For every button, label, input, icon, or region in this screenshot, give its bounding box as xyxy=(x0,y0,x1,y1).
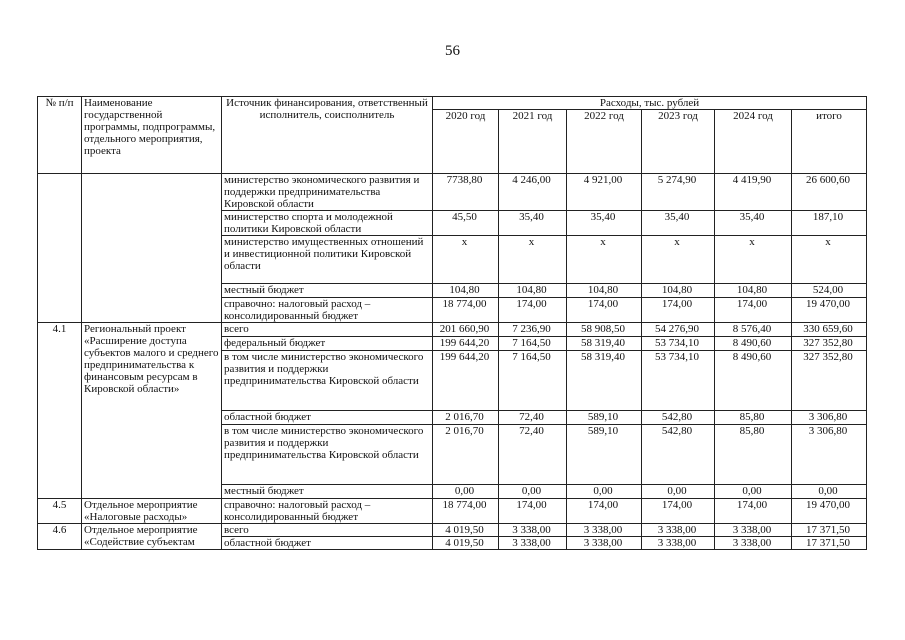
row-name xyxy=(82,174,222,323)
cell-value: x xyxy=(642,236,715,284)
row-source: областной бюджет xyxy=(222,537,433,550)
cell-value: 3 338,00 xyxy=(715,524,792,537)
cell-value: 199 644,20 xyxy=(433,337,499,351)
cell-value: 542,80 xyxy=(642,425,715,485)
cell-value: 8 576,40 xyxy=(715,323,792,337)
cell-value: 72,40 xyxy=(499,411,567,425)
cell-value: 54 276,90 xyxy=(642,323,715,337)
cell-value: 174,00 xyxy=(567,298,642,323)
cell-value: 3 338,00 xyxy=(499,524,567,537)
cell-value: 174,00 xyxy=(715,298,792,323)
cell-value: x xyxy=(433,236,499,284)
cell-value: 104,80 xyxy=(715,284,792,298)
row-source: федеральный бюджет xyxy=(222,337,433,351)
cell-value: 35,40 xyxy=(499,211,567,236)
cell-value: 3 306,80 xyxy=(792,411,867,425)
row-source: всего xyxy=(222,524,433,537)
cell-value: 4 921,00 xyxy=(567,174,642,211)
cell-value: 72,40 xyxy=(499,425,567,485)
cell-value: 53 734,10 xyxy=(642,351,715,411)
cell-value: 3 338,00 xyxy=(642,537,715,550)
cell-value: 18 774,00 xyxy=(433,499,499,524)
page-number: 56 xyxy=(445,43,460,59)
cell-value: 53 734,10 xyxy=(642,337,715,351)
cell-value: 327 352,80 xyxy=(792,351,867,411)
cell-value: 7 164,50 xyxy=(499,337,567,351)
cell-value: 8 490,60 xyxy=(715,351,792,411)
row-number: 4.1 xyxy=(38,323,82,499)
row-source: в том числе министерство экономического развития и поддержки предпринимательства Кировской области xyxy=(222,425,433,485)
row-number: 4.6 xyxy=(38,524,82,550)
cell-value: 3 338,00 xyxy=(499,537,567,550)
cell-value: 58 908,50 xyxy=(567,323,642,337)
cell-value: 85,80 xyxy=(715,411,792,425)
row-source: министерство экономического развития и поддержки предпринимательства Кировской области xyxy=(222,174,433,211)
row-name: Отдельное мероприятие «Налоговые расходы» xyxy=(82,499,222,524)
cell-value: 58 319,40 xyxy=(567,351,642,411)
cell-value: 589,10 xyxy=(567,425,642,485)
cell-value: 104,80 xyxy=(499,284,567,298)
row-name: Региональный проект «Расширение доступа субъектов малого и среднего предпринимательства к финансовым ресурсам в Кировской области» xyxy=(82,323,222,499)
cell-value: 3 338,00 xyxy=(567,537,642,550)
header-expenses: Расходы, тыс. рублей xyxy=(433,97,867,110)
cell-value: 0,00 xyxy=(433,485,499,499)
cell-value: 2 016,70 xyxy=(433,411,499,425)
cell-value: 0,00 xyxy=(642,485,715,499)
cell-value: 35,40 xyxy=(715,211,792,236)
cell-value: 0,00 xyxy=(715,485,792,499)
cell-value: x xyxy=(499,236,567,284)
cell-value: x xyxy=(715,236,792,284)
cell-value: x xyxy=(792,236,867,284)
cell-value: 174,00 xyxy=(499,499,567,524)
cell-value: 19 470,00 xyxy=(792,499,867,524)
cell-value: 174,00 xyxy=(642,499,715,524)
header-year: 2022 год xyxy=(567,110,642,174)
cell-value: 187,10 xyxy=(792,211,867,236)
cell-value: 104,80 xyxy=(642,284,715,298)
row-source: в том числе министерство экономического развития и поддержки предпринимательства Кировской области xyxy=(222,351,433,411)
cell-value: 58 319,40 xyxy=(567,337,642,351)
cell-value: 174,00 xyxy=(642,298,715,323)
table-row xyxy=(38,499,867,524)
row-source: местный бюджет xyxy=(222,284,433,298)
cell-value: 327 352,80 xyxy=(792,337,867,351)
header-no: № п/п xyxy=(38,97,82,174)
cell-value: 4 419,90 xyxy=(715,174,792,211)
row-source: областной бюджет xyxy=(222,411,433,425)
row-source: министерство имущественных отношений и инвестиционной политики Кировской области xyxy=(222,236,433,284)
header-total: итого xyxy=(792,110,867,174)
cell-value: 7738,80 xyxy=(433,174,499,211)
table-row xyxy=(38,323,867,337)
row-number xyxy=(38,174,82,323)
row-source: местный бюджет xyxy=(222,485,433,499)
cell-value: 542,80 xyxy=(642,411,715,425)
cell-value: 19 470,00 xyxy=(792,298,867,323)
row-name: Отдельное мероприятие «Содействие субъектам xyxy=(82,524,222,550)
header-name: Наименование государственной программы, подпрограммы, отдельного мероприятия, проекта xyxy=(82,97,222,174)
row-source: справочно: налоговый расход – консолидированный бюджет xyxy=(222,298,433,323)
cell-value: 3 338,00 xyxy=(642,524,715,537)
cell-value: 35,40 xyxy=(567,211,642,236)
cell-value: 174,00 xyxy=(567,499,642,524)
cell-value: 85,80 xyxy=(715,425,792,485)
cell-value: 35,40 xyxy=(642,211,715,236)
table-row xyxy=(38,524,867,537)
row-source: справочно: налоговый расход – консолидированный бюджет xyxy=(222,499,433,524)
row-source: всего xyxy=(222,323,433,337)
cell-value: 589,10 xyxy=(567,411,642,425)
cell-value: 104,80 xyxy=(433,284,499,298)
header-year: 2024 год xyxy=(715,110,792,174)
cell-value: 104,80 xyxy=(567,284,642,298)
cell-value: 2 016,70 xyxy=(433,425,499,485)
cell-value: 4 019,50 xyxy=(433,537,499,550)
cell-value: 5 274,90 xyxy=(642,174,715,211)
cell-value: 3 338,00 xyxy=(567,524,642,537)
cell-value: 17 371,50 xyxy=(792,524,867,537)
cell-value: 18 774,00 xyxy=(433,298,499,323)
cell-value: 3 338,00 xyxy=(715,537,792,550)
cell-value: 174,00 xyxy=(499,298,567,323)
cell-value: 199 644,20 xyxy=(433,351,499,411)
row-number: 4.5 xyxy=(38,499,82,524)
cell-value: 45,50 xyxy=(433,211,499,236)
cell-value: 26 600,60 xyxy=(792,174,867,211)
cell-value: 3 306,80 xyxy=(792,425,867,485)
table-row xyxy=(38,174,867,211)
cell-value: 0,00 xyxy=(567,485,642,499)
cell-value: 201 660,90 xyxy=(433,323,499,337)
row-source: министерство спорта и молодежной политики Кировской области xyxy=(222,211,433,236)
header-source: Источник финансирования, ответственный исполнитель, соисполнитель xyxy=(222,97,433,174)
cell-value: 8 490,60 xyxy=(715,337,792,351)
cell-value: 524,00 xyxy=(792,284,867,298)
header-year: 2023 год xyxy=(642,110,715,174)
cell-value: 174,00 xyxy=(715,499,792,524)
cell-value: 0,00 xyxy=(499,485,567,499)
header-year: 2021 год xyxy=(499,110,567,174)
cell-value: x xyxy=(567,236,642,284)
header-year: 2020 год xyxy=(433,110,499,174)
cell-value: 330 659,60 xyxy=(792,323,867,337)
cell-value: 7 164,50 xyxy=(499,351,567,411)
cell-value: 7 236,90 xyxy=(499,323,567,337)
budget-table xyxy=(37,96,867,550)
cell-value: 17 371,50 xyxy=(792,537,867,550)
cell-value: 4 246,00 xyxy=(499,174,567,211)
cell-value: 4 019,50 xyxy=(433,524,499,537)
cell-value: 0,00 xyxy=(792,485,867,499)
